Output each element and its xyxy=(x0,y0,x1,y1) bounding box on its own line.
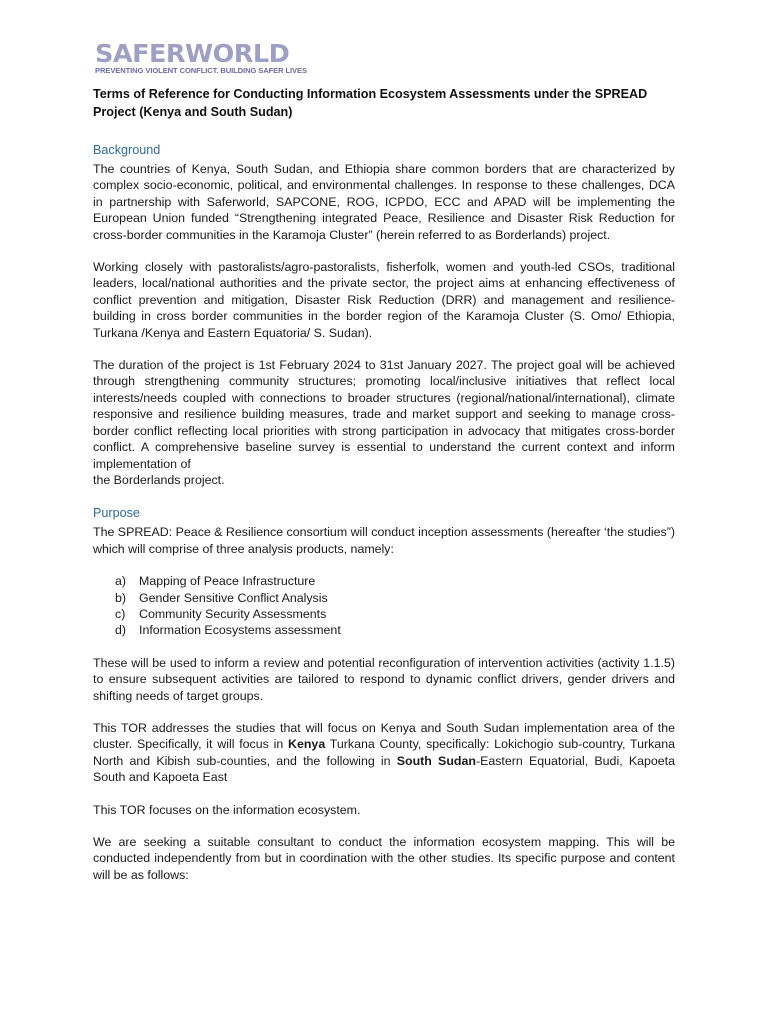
purpose-scope-paragraph xyxy=(93,720,675,786)
list-item-label: Information Ecosystems assessment xyxy=(139,623,341,638)
list-item-label: Community Security Assessments xyxy=(139,606,327,621)
purpose-section xyxy=(93,504,675,883)
background-heading: Background xyxy=(93,143,161,157)
purpose-intro: The SPREAD: Peace & Resilience consortium will conduct inception assessments (hereafter ‘the studies”) which will comprise of three analysis products, namely: xyxy=(93,525,675,556)
background-paragraph-3-body: The duration of the project is 1st February 2024 to 31st January 2027. The project goal will be achieved through strengthening community structures; promoting local/inclusive initiatives that reflect local interests/needs coupled with connections to broader structures (regional/national/international), climate responsive and resilience building measures, trade and market support and seeking to manage cross-border conflict reflecting local priorities with strong participation in advocacy that mitigates cross-border conflict. A comprehensive baseline survey is essential to understand the current context and inform implementation of xyxy=(93,358,675,471)
list-item-marker: a) xyxy=(115,574,127,589)
background-paragraph-3-tail: the Borderlands project. xyxy=(93,472,225,487)
scope-kenya: Kenya xyxy=(288,737,326,752)
document-title: Terms of Reference for Conducting Information Ecosystem Assessments under the SPREAD Project (Kenya and South Sudan) xyxy=(93,87,648,119)
logo-wordmark: SAFERWORLD xyxy=(95,39,290,68)
saferworld-logo xyxy=(95,40,675,75)
scope-text-a: This TOR addresses the studies that will focus on Kenya and South Sudan implementation area of the cluster. Specifically, it will focus in xyxy=(93,720,675,752)
list-item xyxy=(115,590,675,606)
scope-south-sudan: South Sudan xyxy=(396,753,476,768)
scope-text-c: -Eastern Equatorial, Budi, Kapoeta South and Kapoeta East xyxy=(93,753,676,785)
list-item xyxy=(115,606,675,622)
list-item-marker: c) xyxy=(115,606,126,621)
list-item-marker: b) xyxy=(115,590,127,605)
background-paragraph-3 xyxy=(93,357,675,488)
purpose-focus-paragraph: This TOR focuses on the information ecosystem. xyxy=(93,802,361,817)
purpose-use-paragraph: These will be used to inform a review and potential reconfiguration of intervention activities (activity 1.1.5) to ensure subsequent activities are tailored to respond to dynamic conflict drivers, gender drivers and shifting needs of target groups. xyxy=(93,655,675,703)
background-paragraph-1: The countries of Kenya, South Sudan, and Ethiopia share common borders that are characterized by complex socio-economic, political, and environmental challenges. In response to these challenges, DCA in partnership with Saferworld, SAPCONE, ROG, ICPDO, ECC and APAD will be implementing the European Union funded “Strengthening integrated Peace, Resilience and Disaster Risk Reduction for cross-border communities in the Karamoja Cluster” (herein referred to as Borderlands) project. xyxy=(93,162,675,242)
purpose-heading: Purpose xyxy=(93,506,140,521)
list-item-marker: d) xyxy=(115,623,127,638)
background-paragraph-2: Working closely with pastoralists/agro-pastoralists, fisherfolk, women and youth-led CSOs, traditional leaders, local/national authorities and the private sector, the project aims at enhancing effectiveness of conflict prevention and mitigation, Disaster Risk Reduction (DRR) and management and resilience-building in cross border communities in the border region of the Karamoja Cluster (S. Omo/ Ethiopia, Turkana /Kenya and Eastern Equatoria/ S. Sudan). xyxy=(93,260,675,340)
list-item xyxy=(115,622,675,638)
logo-tagline: PREVENTING VIOLENT CONFLICT. BUILDING SAFER LIVES xyxy=(95,66,307,75)
list-item-label: Mapping of Peace Infrastructure xyxy=(139,574,316,589)
analysis-products-list xyxy=(93,573,675,639)
purpose-seeking-paragraph: We are seeking a suitable consultant to conduct the information ecosystem mapping. This will be conducted independently from but in coordination with the other studies. Its specific purpose and content will be as follows: xyxy=(93,835,675,882)
list-item xyxy=(115,573,675,589)
scope-text-b: Turkana County, specifically: Lokichogio sub-country, Turkana North and Kibish sub-counties, and the following in xyxy=(93,737,675,768)
list-item-label: Gender Sensitive Conflict Analysis xyxy=(139,590,328,605)
